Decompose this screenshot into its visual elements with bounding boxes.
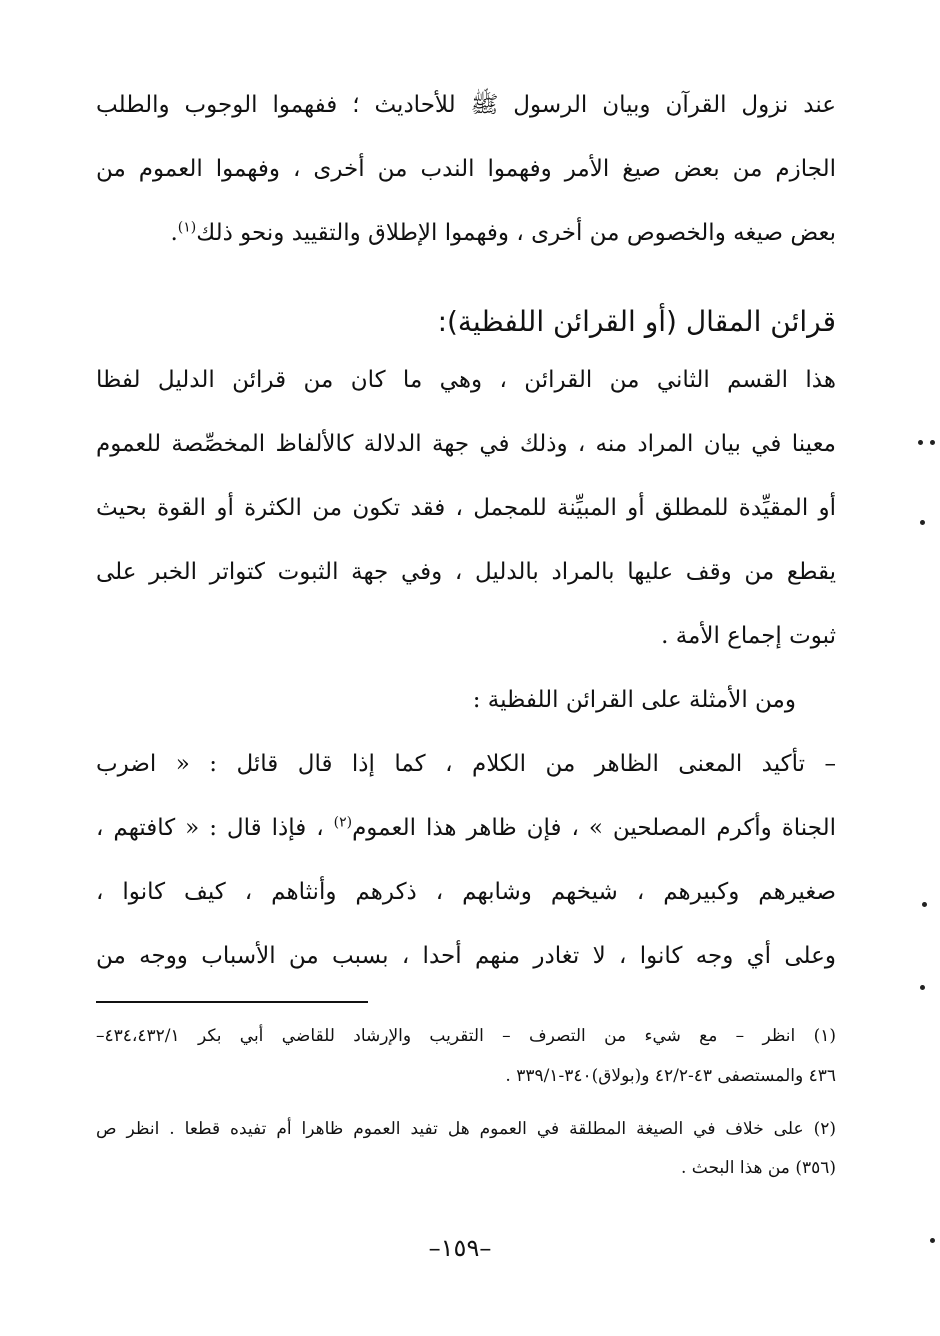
para2-line-3: أو المقيِّدة للمطلق أو المبيِّنة للمجمل ، فقد تكون من الكثرة أو القوة بحيث: [96, 495, 836, 521]
scan-speck: [930, 1238, 935, 1243]
footnote-ref-2: (٢): [333, 814, 353, 831]
para2-line-4: يقطع من وقف عليها بالمراد بالدليل ، وفي جهة الثبوت كتواتر الخبر على: [96, 559, 836, 585]
example-line-2-b: ، فإذا قال : « كافتهم ،: [96, 815, 324, 841]
footnote-2-line-1: (٢) على خلاف في الصيغة المطلقة في العموم هل تفيد العموم ظاهرا أم تفيده قطعا . انظر ص: [96, 1119, 836, 1139]
footnote-ref-1: (١): [177, 219, 197, 236]
example-line-1: – تأكيد المعنى الظاهر من الكلام ، كما إذا قال قائل : « اضرب: [96, 751, 836, 777]
example-line-2-a: الجناة وأكرم المصلحين » ، فإن ظاهر هذا العموم: [352, 815, 836, 841]
intro-line-3-end: .: [170, 220, 178, 246]
scan-speck: [918, 440, 923, 445]
scan-speck: [920, 520, 925, 525]
page-number: –١٥٩–: [428, 1234, 492, 1262]
intro-line-1: عند نزول القرآن وبيان الرسول ﷺ للأحاديث ؛ ففهموا الوجوب والطلب: [96, 92, 836, 118]
examples-intro: ومن الأمثلة على القرائن اللفظية :: [472, 687, 796, 713]
scan-speck: [930, 440, 935, 445]
scan-speck: [922, 902, 927, 907]
scan-speck: [920, 985, 925, 990]
example-line-2: [96, 798, 836, 858]
intro-line-3-text: بعض صيغه والخصوص من أخرى ، وفهموا الإطلاق والتقييد ونحو ذلك: [196, 220, 836, 246]
footnote-1-line-1: (١) انظر – مع شيء من التصرف – التقريب والإرشاد للقاضي أبي بكر ٤٣٤،٤٣٢/١–: [96, 1026, 836, 1046]
para2-line-5: ثبوت إجماع الأمة .: [661, 623, 836, 649]
footnote-2-line-2: (٣٥٦) من هذا البحث .: [680, 1158, 836, 1178]
example-line-4: وعلى أي وجه كانوا ، لا تغادر منهم أحدا ، بسبب من الأسباب ووجه من: [96, 943, 836, 969]
intro-line-2: الجازم من بعض صيغ الأمر وفهموا الندب من أخرى ، وفهموا العموم من: [96, 156, 836, 182]
intro-line-3: [96, 203, 836, 263]
section-heading: قرائن المقال (أو القرائن اللفظية):: [437, 305, 836, 338]
footnote-divider: [96, 1001, 368, 1003]
para2-line-2: معينا في بيان المراد منه ، وذلك في جهة الدلالة كالألفاظ المخصِّصة للعموم: [96, 431, 836, 457]
para2-line-1: هذا القسم الثاني من القرائن ، وهي ما كان من قرائن الدليل لفظا: [96, 367, 836, 393]
footnote-1-line-2: ٤٣٦ والمستصفى ٤٣-٤٢/٢ و(بولاق)٣٤٠-٣٣٩/١ .: [505, 1066, 836, 1086]
example-line-3: صغيرهم وكبيرهم ، شيخهم وشابهم ، ذكرهم وأنثاهم ، كيف كانوا ،: [96, 879, 836, 905]
